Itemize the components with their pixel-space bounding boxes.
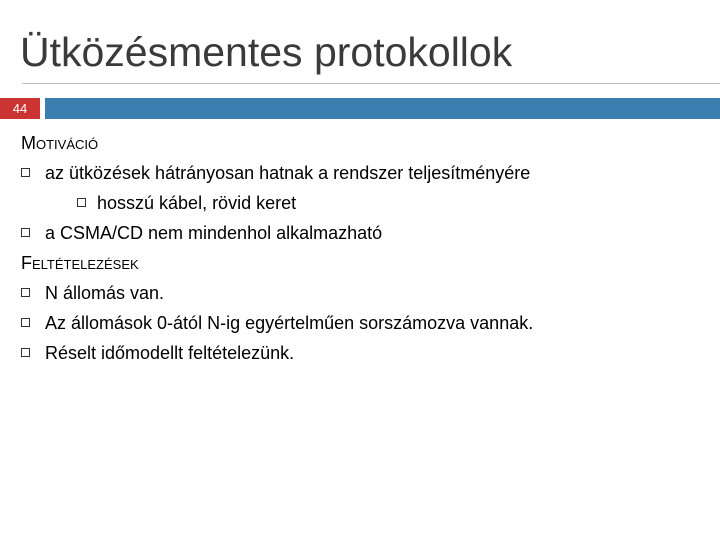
header-bar (45, 98, 720, 119)
section-heading-feltetelezesek (21, 248, 711, 278)
title-divider (22, 83, 720, 84)
bullet-text: hosszú kábel, rövid keret (97, 193, 297, 213)
section-heading-initial: F (21, 253, 32, 273)
section-heading-rest: OTIVÁCIÓ (36, 137, 99, 152)
bullet-text: a CSMA/CD nem mindenhol alkalmazható (45, 223, 383, 243)
bullet-text: N állomás van. (45, 283, 165, 303)
section-heading-rest: ELTÉTELEZÉSEK (32, 257, 139, 272)
bullet-item (21, 338, 711, 368)
square-bullet-icon (21, 288, 30, 297)
bullet-item (21, 278, 711, 308)
square-bullet-icon (21, 348, 30, 357)
bullet-item (21, 158, 711, 188)
bullet-item (21, 218, 711, 248)
slide-content (21, 128, 711, 368)
square-bullet-icon (21, 228, 30, 237)
section-heading-motivacio (21, 128, 711, 158)
square-bullet-icon (21, 318, 30, 327)
square-bullet-icon (77, 198, 86, 207)
bullet-text: Az állomások 0-ától N-ig egyértelműen sorszámozva vannak. (45, 313, 534, 333)
slide-title: Ütközésmentes protokollok (20, 29, 513, 75)
bullet-item (21, 308, 711, 338)
sub-bullet-item (21, 188, 711, 218)
bullet-text: Réselt időmodellt feltételezünk. (45, 343, 295, 363)
section-heading-initial: M (21, 133, 36, 153)
square-bullet-icon (21, 168, 30, 177)
page-number-badge: 44 (0, 98, 40, 119)
bullet-text: az ütközések hátrányosan hatnak a rendszer teljesítményére (45, 163, 531, 183)
